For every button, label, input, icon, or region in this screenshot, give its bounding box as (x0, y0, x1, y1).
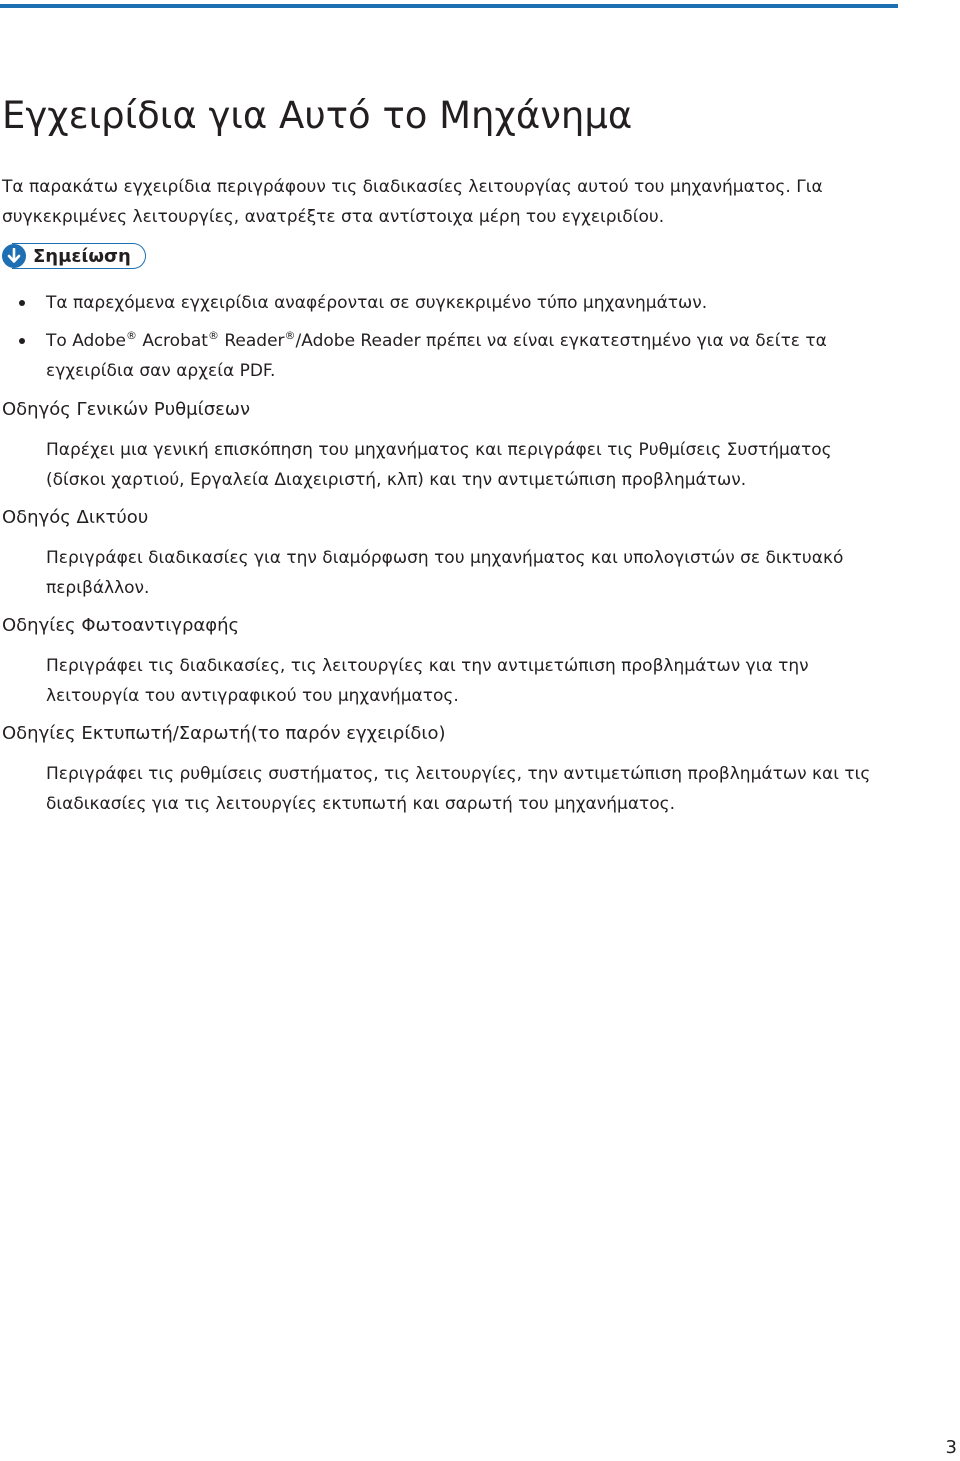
arrow-down-icon (2, 244, 26, 268)
manual-entry (2, 611, 902, 711)
manual-entry (2, 503, 902, 603)
manual-title: Οδηγός Γενικών Ρυθμίσεων (2, 399, 250, 420)
note-label: Σημείωση (33, 245, 131, 267)
header-rule (0, 4, 898, 8)
bullet-icon (19, 338, 25, 344)
manual-description: Παρέχει μια γενική επισκόπηση του μηχανήματος και περιγράφει τις Ρυθμίσεις Συστήματος (δίσκοι χαρτιού, Εργαλεία Διαχειριστή, κλπ) και την αντιμετώπιση προβλημάτων. (46, 440, 832, 490)
note-item-text-part1: Το Adobe (46, 331, 126, 351)
note-list (0, 288, 900, 394)
note-item-text-part3: Reader (218, 331, 285, 351)
page-number: 3 (945, 1437, 957, 1458)
manual-title: Οδηγός Δικτύου (2, 507, 149, 528)
manual-entry (2, 719, 902, 819)
bullet-icon (19, 300, 25, 306)
manual-description: Περιγράφει τις διαδικασίες, τις λειτουργίες και την αντιμετώπιση προβλημάτων για την λειτουργία του αντιγραφικού του μηχανήματος. (46, 656, 809, 706)
registered-mark: ® (284, 329, 296, 342)
manual-title: Οδηγίες Εκτυπωτή/Σαρωτή(το παρόν εγχειρίδιο) (2, 723, 446, 744)
registered-mark: ® (207, 329, 219, 342)
registered-mark: ® (125, 329, 137, 342)
list-item (0, 288, 900, 318)
note-item-text-part2: Acrobat (136, 331, 208, 351)
manual-description: Περιγράφει τις ρυθμίσεις συστήματος, τις λειτουργίες, την αντιμετώπιση προβλημάτων και τις διαδικασίες για τις λειτουργίες εκτυπωτή και σαρωτή του μηχανήματος. (46, 764, 871, 814)
manual-description: Περιγράφει διαδικασίες για την διαμόρφωση του μηχανήματος και υπολογιστών σε δικτυακό περιβάλλον. (46, 548, 844, 598)
list-item (0, 326, 900, 386)
manual-entry (2, 395, 902, 495)
manual-title: Οδηγίες Φωτοαντιγραφής (2, 615, 240, 636)
note-item-text: Τα παρεχόμενα εγχειρίδια αναφέρονται σε συγκεκριμένο τύπο μηχανημάτων. (46, 293, 708, 313)
note-heading (2, 243, 147, 269)
page-title: Εγχειρίδια για Αυτό το Μηχάνημα (2, 94, 633, 137)
intro-paragraph: Τα παρακάτω εγχειρίδια περιγράφουν τις διαδικασίες λειτουργίας αυτού του μηχανήματος. Για συγκεκριμένες λειτουργίες, ανατρέξτε στα αντίστοιχα μέρη του εγχειριδίου. (2, 177, 823, 227)
note-item-text-part4: /Adobe Reader πρέπει να είναι εγκατεστημένο για να δείτε τα εγχειρίδια σαν αρχεία PDF. (46, 331, 827, 381)
